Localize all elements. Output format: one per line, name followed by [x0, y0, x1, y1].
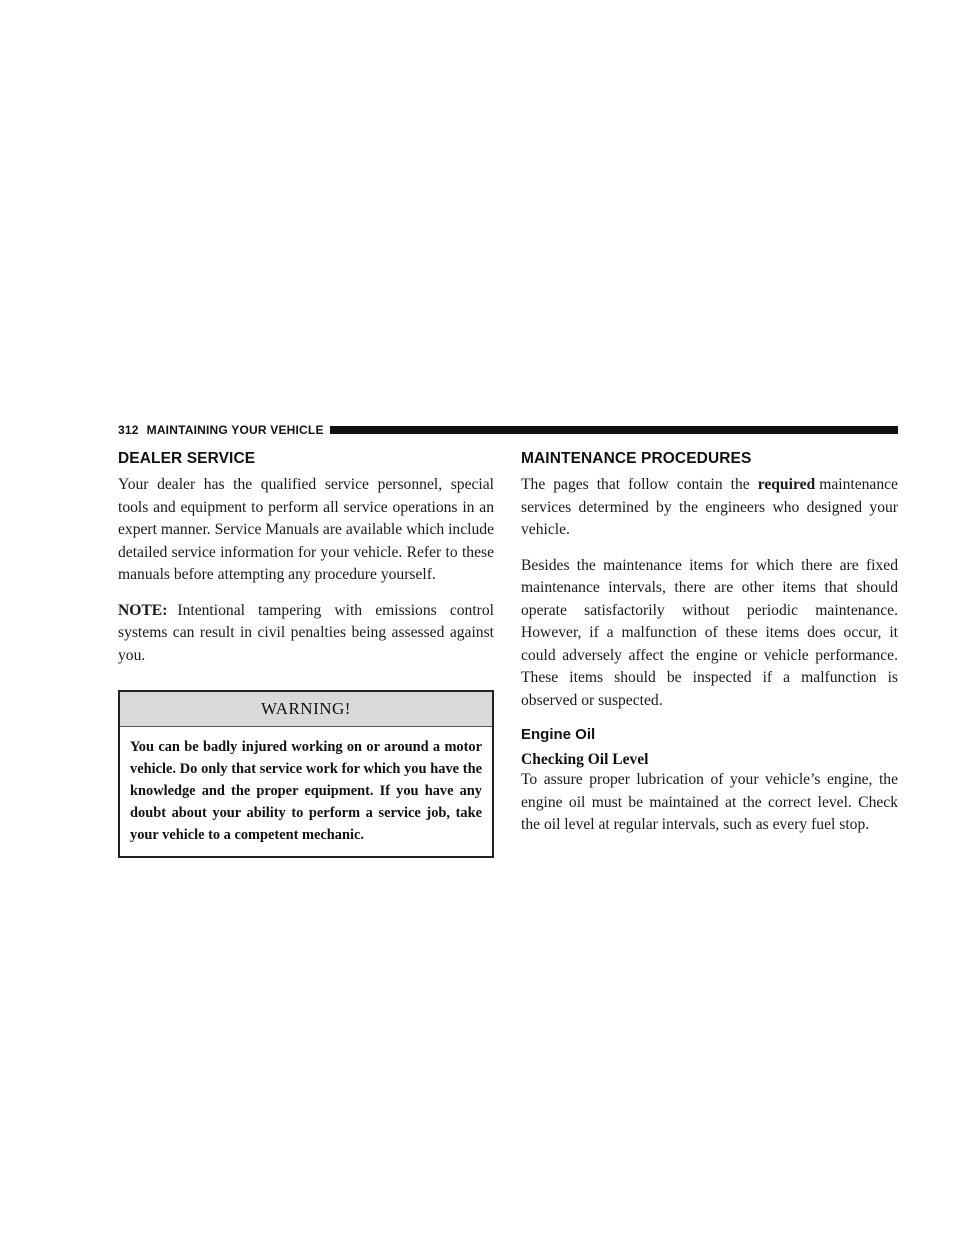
note-label: NOTE: — [118, 601, 168, 619]
procedures-p1-before: The pages that follow contain the — [521, 476, 750, 493]
checking-oil-paragraph: To assure proper lubrication of your vehicle’s engine, the engine oil must be maintained at the correct level. Check the oil level at regular intervals, such as every fuel stop. — [521, 771, 898, 833]
warning-title: WARNING! — [120, 692, 492, 727]
checking-oil-level-heading: Checking Oil Level — [521, 751, 649, 768]
section-title: MAINTAINING YOUR VEHICLE — [146, 423, 324, 437]
warning-text: You can be badly injured working on or around a motor vehicle. Do only that service work for which you have the knowledge and the proper equipment. If you have any doubt about your ability to perform a service job, take your vehicle to a competent mechanic. — [130, 739, 482, 843]
maintenance-procedures-heading: MAINTENANCE PROCEDURES — [521, 450, 752, 467]
note-paragraph — [118, 600, 494, 668]
note-text: Intentional tampering with emissions control systems can result in civil penalties being assessed against you. — [118, 601, 494, 664]
header-text — [118, 423, 324, 437]
procedures-paragraph-1 — [521, 474, 898, 542]
right-column — [521, 450, 898, 850]
page-header — [118, 421, 898, 439]
procedures-p1-bold: required — [757, 476, 816, 493]
dealer-service-heading: DEALER SERVICE — [118, 450, 256, 467]
procedures-paragraph-2: Besides the maintenance items for which there are fixed maintenance intervals, there are other items that should operate satisfactorily without periodic maintenance. However, if a malfunction of these items does occur, it could adversely affect the engine or vehicle performance. These items should be inspected if a malfunction is observed or suspected. — [521, 556, 898, 709]
page-number: 312 — [118, 423, 139, 437]
dealer-service-paragraph: Your dealer has the qualified service personnel, special tools and equipment to perform all service operations in an expert manner. Service Manuals are available which include detailed service information for your vehicle. Refer to these manuals before attempting any procedure yourself. — [118, 476, 494, 583]
engine-oil-heading: Engine Oil — [521, 726, 596, 743]
header-rule — [330, 426, 898, 434]
procedures-p1-after: maintenance services determined by the engineers who designed your vehicle. — [521, 476, 898, 538]
left-column — [118, 450, 494, 858]
warning-box — [118, 690, 494, 858]
